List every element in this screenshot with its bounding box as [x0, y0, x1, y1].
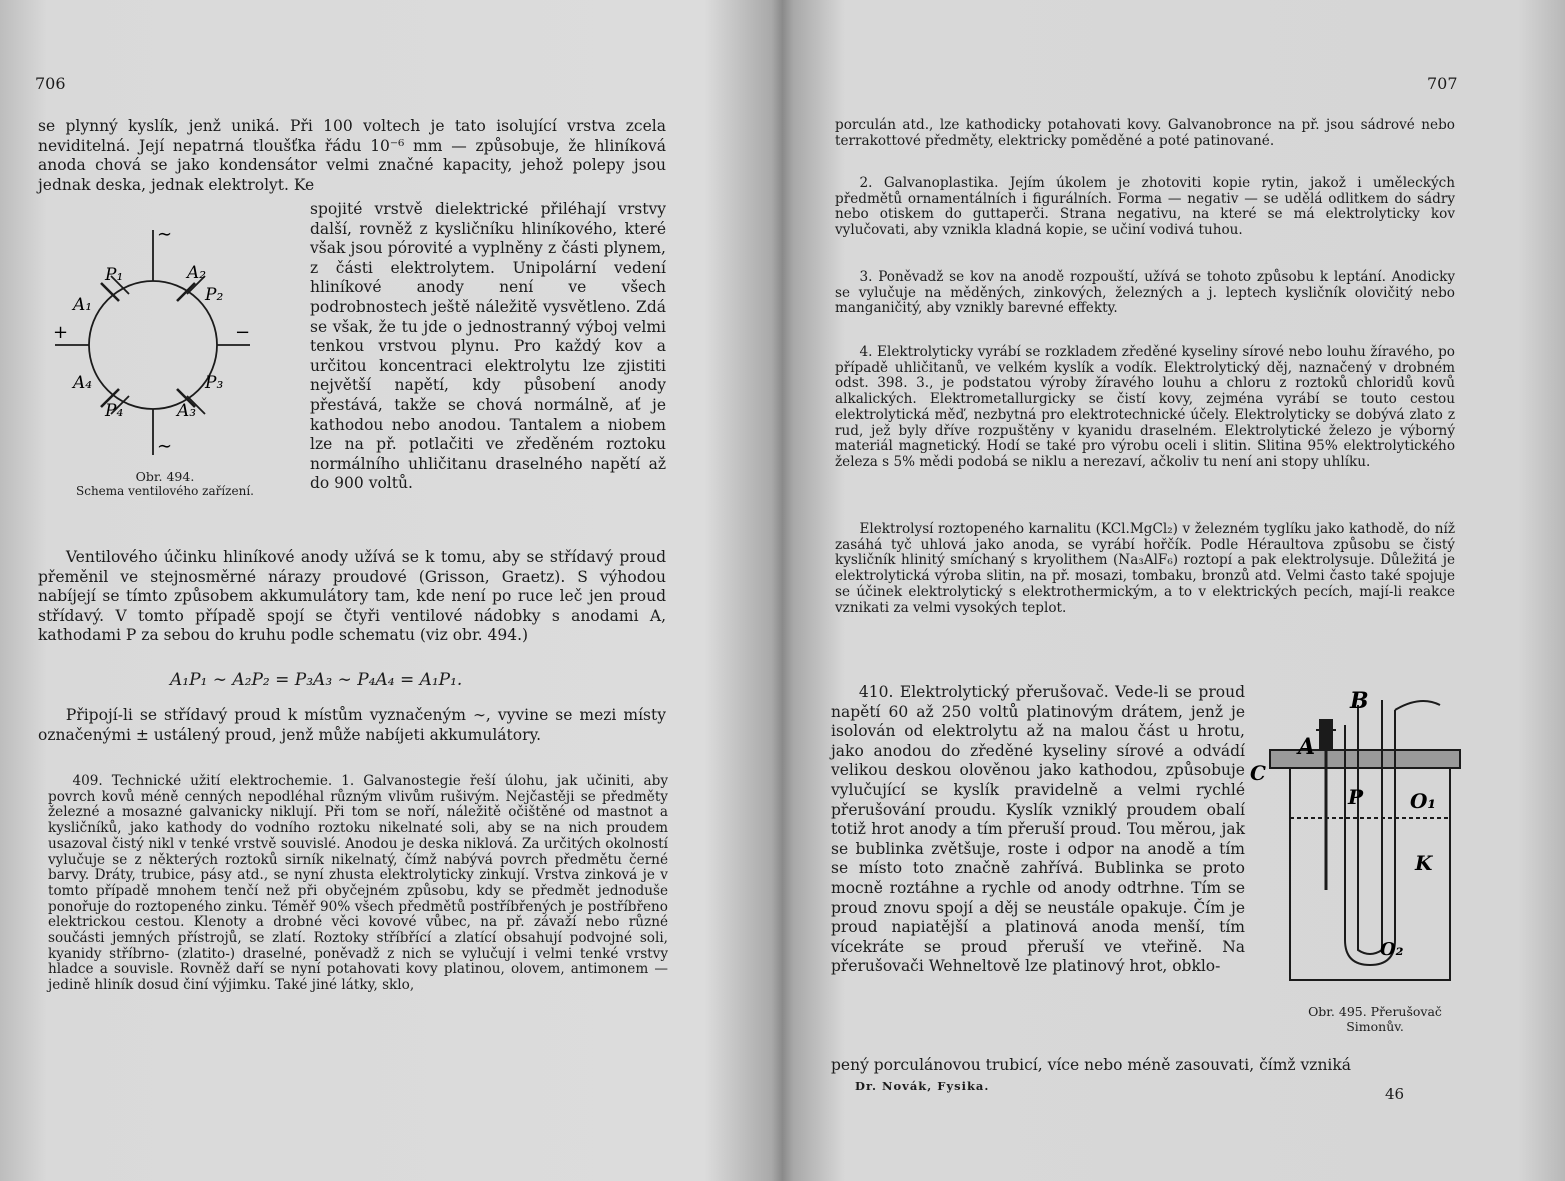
- left-after-equation: Připojí-li se střídavý proud k místům vyznačeným ∼, vyvine se mezi místy označenými ± ustálený proud, jenž může nabíjeti akkumulátory.: [38, 706, 666, 744]
- fig494-ac-top-label: ∼: [157, 224, 173, 245]
- figure-494-text: Schema ventilového zařízení.: [76, 484, 254, 498]
- page-number-left: 706: [35, 74, 66, 93]
- fig495-p-label: P: [1348, 785, 1364, 809]
- footer-author: Dr. Novák, Fysika.: [855, 1079, 990, 1093]
- right-page: [755, 0, 1565, 1181]
- fig494-p2-label: P₂: [205, 285, 224, 305]
- figure-494-caption: [40, 469, 290, 499]
- fig495-o2-label: O₂: [1380, 939, 1404, 960]
- left-continue-paragraph: Ventilového účinku hliníkové anody užívá se k tomu, aby se střídavý proud přeměnil ve stejnosměrné nárazy proudové (Grisson, Graetz). S výhodou nabíjejí se tímto způsobem akkumulátory tam, kde není po ruce leč jen proud střídavý. V tomto případě spojí se čtyři ventilové nádobky s anodami A, kathodami P za sebou do kruhu podle schematu (viz obr. 494.): [38, 548, 666, 645]
- fig495-c-label: C: [1250, 761, 1266, 785]
- section-410-paragraph: 410. Elektrolytický přerušovač. Vede-li se proud napětí 60 až 250 voltů platinovým drátem, jenž je isolován od elektrolytu až na malou část u hrotu, jako anodou do zředěné kyseliny sírové a odvádí velikou deskou olověnou jako kathodou, způsobuje vylučující se kyslík pravidelně a velmi rychlé přerušování proudu. Kyslík vzniklý proudem obalí totiž hrot anody a tím přeruší proud. Tou měrou, jak se bublinka zvětšuje, roste i odpor na anodě a tím se místo toto značně zahřívá. Bublinka se proto mocně roztáhne a rychle od anody odtrhne. Tím se proud znovu spojí a děj se neustále opakuje. Čím je proud napiatější a platinová anoda menší, tím vícekráte se proud přeruší ve vteřině. Na přerušovači Wehneltově lze platinový hrot, obklo-: [831, 683, 1245, 976]
- right-last-line: pený porculánovou trubicí, více nebo méně zasouvati, čímž vzniká: [831, 1056, 1352, 1074]
- leptani-paragraph: 3. Poněvadž se kov na anodě rozpouští, užívá se tohoto způsobu k leptání. Anodicky se vylučuje na měděných, zinkových, železných a j. leptech kysličník olovičitý nebo manganičitý, aby vznikly barevné effekty.: [835, 269, 1455, 317]
- fig494-plus-label: +: [53, 322, 69, 343]
- karnalit-paragraph: Elektrolysí roztopeného karnalitu (KCl.MgCl₂) v železném tyglíku jako kathodě, do níž zasáhá tyč uhlová jako anoda, se vyrábí hořčík. Podle Héraultova způsobu se čistý kysličník hlinitý smíchaný s kryolithem (Na₃AlF₆) roztopí a pak elektrolysuje. Důležitá je elektrolytická výroba slitin, na př. mosazi, tombaku, bronzů atd. Velmi často také spojuje se účinek elektrolytický s elektrothermickým, a to v elektrických pecích, mají-li reakce vznikati za velmi vysokých teplot.: [835, 521, 1455, 616]
- fig494-p4-label: P₄: [105, 401, 124, 421]
- fig495-k-label: K: [1415, 851, 1433, 875]
- figure-495-diagram: [1250, 690, 1480, 990]
- equation: A₁P₁ ∼ A₂P₂ = P₃A₃ ∼ P₄A₄ = A₁P₁.: [170, 670, 463, 690]
- right-top-paragraph: porculán atd., lze kathodicky potahovati kovy. Galvanobronce na př. jsou sádrové nebo terrakottové předměty, elektricky poměděné a poté patinované.: [835, 117, 1455, 149]
- galvanoplastika-paragraph: 2. Galvanoplastika. Jejím úkolem je zhotoviti kopie rytin, jakož i uměleckých předmětů ornamentálních i figurálních. Forma — negativ — se udělá odlitkem do sádry nebo otiskem do guttaperči. Strana negativu, na které se má elektrolyticky kov vylučovati, aby vznikla kladná kopie, se učiní vodivá tuhou.: [835, 175, 1455, 239]
- fig494-a3-label: A₃: [177, 401, 197, 421]
- signature-number: 46: [1385, 1085, 1405, 1103]
- figure-494-number: Obr. 494.: [135, 469, 195, 484]
- figure-495-caption: Obr. 495. Přerušovač Simonův.: [1308, 1004, 1442, 1034]
- fig494-a1-label: A₁: [73, 295, 93, 315]
- fig495-a-label: A: [1298, 734, 1316, 760]
- figure-494-diagram: [45, 220, 270, 460]
- fig494-p3-label: P₃: [205, 373, 224, 393]
- section-409-paragraph: 409. Technické užití elektrochemie. 1. Galvanostegie řeší úlohu, jak učiniti, aby povrch kovů méně cenných nepodléhal různým vlivům rušivým. Nejčastěji se předměty železné a mosazné galvanicky niklují. Při tom se noří, náležitě očištěné od mastnot a kysličníků, jako kathody do vodního roztoku nikelnaté soli, aby se na nich proudem usazoval čistý nikl v tenké vrstvě souvislé. Anodou je deska niklová. Za určitých okolností vylučuje se z některých roztoků sirník nikelnatý, čímž nabývá povrch předmětu černé barvy. Dráty, trubice, pásy atd., se nyní zhusta elektrolyticky zinkují. Vrstva zinková je v tomto případě mnohem tenčí než při obyčejném způsobu, kdy se předmět jednoduše ponořuje do roztopeného zinku. Téměř 90% všech předmětů postříbřených je postříbřeno elektrickou cestou. Klenoty a drobné věci kovové vůbec, na př. závaží nebo různé součásti jemných přístrojů, se zlatí. Roztoky stříbřící a zlatící obsahují podvojné soli, kyanidy stříbrno- (zlatito-) draselné, poněvadž z nich se vylučují i velmi tenké vrstvy hladce a souvisle. Rovněž daří se nyní potahovati kovy platinou, olovem, antimonem — jedině hliník dosud činí výjimku. Také jiné látky, sklo,: [48, 773, 668, 994]
- electrolysis-paragraph: 4. Elektrolyticky vyrábí se rozkladem zředěné kyseliny sírové nebo louhu žíravého, po případě uhličitanů, ve velkém kyslík a vodík. Elektrolytický děj, naznačený v drobném odst. 398. 3., je podstatou výroby žíravého louhu a chloru z roztoků chloridů kovů alkalických. Elektrometallurgicky se čistí kovy, zejména vyrábí se touto cestou elektrolytická měď, nezbytná pro elektrotechnické účely. Elektrolyticky se dobývá zlato z rud, jež byly dříve rozpuštěny v kyanidu draselném. Elektrolytické železo je výborný materiál magnetický. Hodí se také pro výrobu oceli i slitin. Slitina 95% elektrolytického železa s 5% mědi podobá se niklu a nerezaví, ačkoliv tu není ani stopy uhlíku.: [835, 344, 1455, 470]
- fig494-a4-label: A₄: [73, 373, 93, 393]
- left-wrap-paragraph: spojité vrstvě dielektrické přiléhají vrstvy další, rovněž z kysličníku hliníkového, které však jsou pórovité a vyplněny z části plynem, z části elektrolytem. Unipolární vedení hliníkové anody není ve všech podrobnostech ještě náležitě vysvětleno. Zdá se však, že tu jde o jednostranný výboj velmi tenkou vrstvou plynu. Pro každý kov a určitou koncentraci elektrolytu lze zjistiti největší napětí, kdy působení anody přestává, takže se chová normálně, ať je kathodou nebo anodou. Tantalem a niobem lze na př. potlačiti ve zředěném roztoku normálního uhličitanu draselného napětí až do 900 voltů.: [310, 200, 666, 493]
- fig494-ac-bottom-label: ∼: [157, 436, 173, 457]
- page-number-right: 707: [1427, 74, 1458, 93]
- left-top-paragraph: se plynný kyslík, jenž uniká. Při 100 voltech je tato isolující vrstva zcela neviditelná. Její nepatrná tloušťka řádu 10⁻⁶ mm — způsobuje, že hliníková anoda chová se jako kondensátor velmi značné kapacity, jehož polepy jsou jednak deska, jednak elektrolyt. Ke: [38, 117, 666, 194]
- fig494-a2-label: A₂: [187, 263, 207, 283]
- left-page: [0, 0, 745, 1181]
- fig495-o1-label: O₁: [1410, 789, 1437, 813]
- fig494-p1-label: P₁: [105, 265, 124, 285]
- fig494-minus-label: −: [235, 322, 251, 343]
- fig495-b-label: B: [1350, 690, 1369, 714]
